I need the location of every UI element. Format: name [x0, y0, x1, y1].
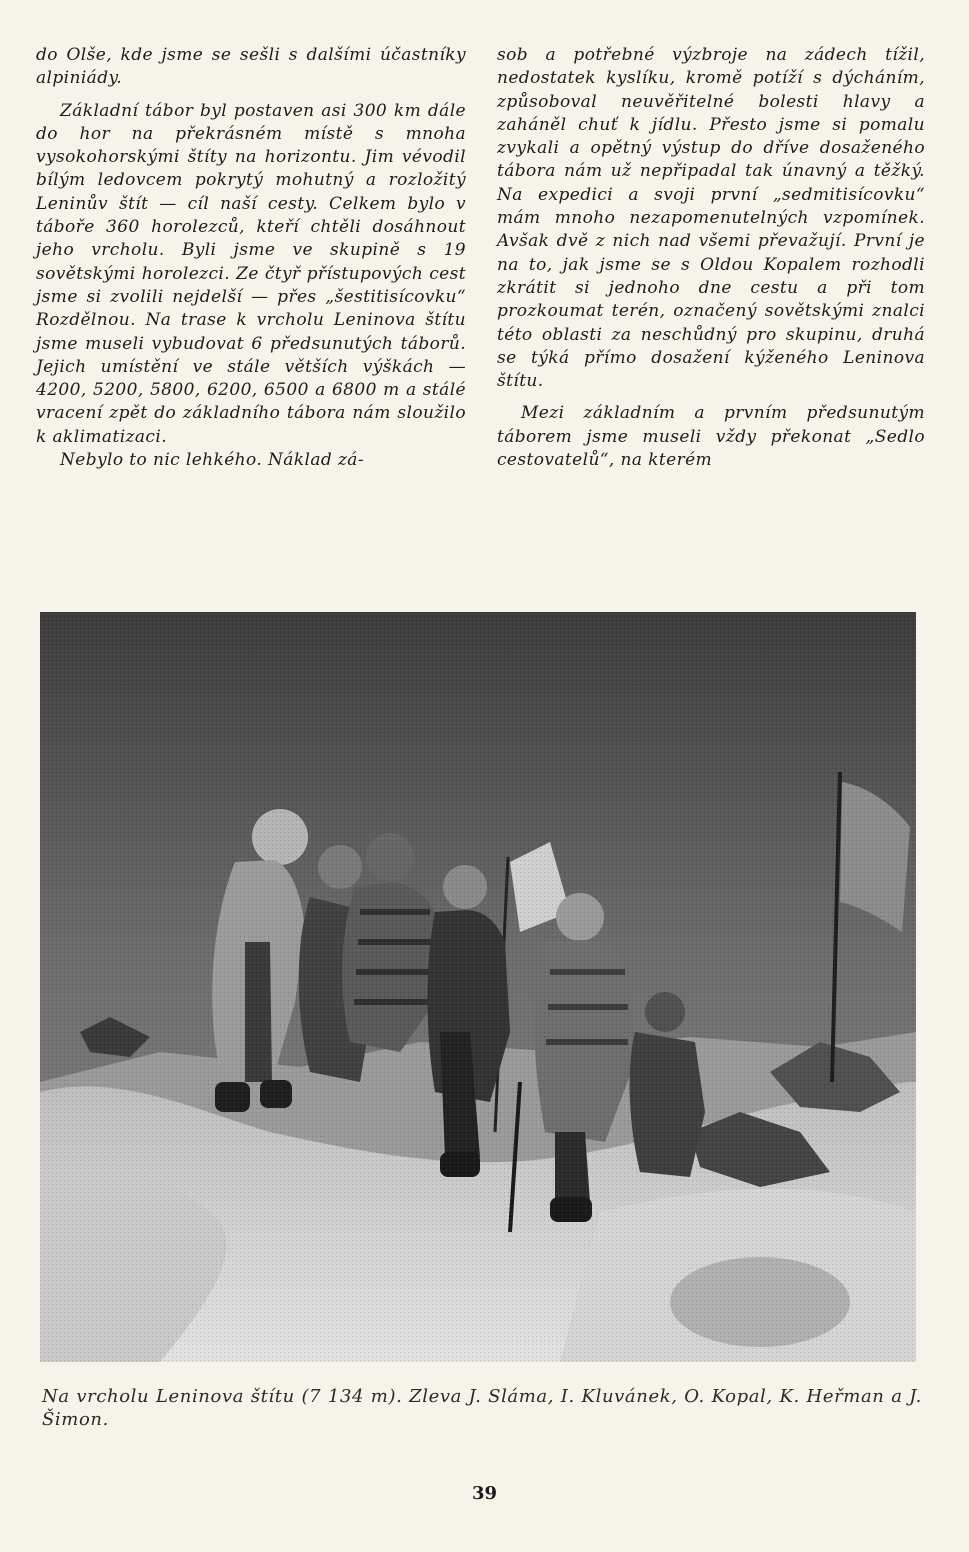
text-column-right	[497, 44, 925, 472]
paragraph: Mezi základním a prvním předsunutým táborem jsme museli vždy překonat „Sedlo cestovatelů“, na kterém	[497, 403, 925, 471]
paragraph: sob a potřebné výzbroje na zádech tížil, nedostatek kyslíku, kromě potíží s dýcháním, způsoboval neuvěřitelné bolesti hlavy a zaháněl chuť k jídlu. Přesto jsme si pomalu zvykali a opětný výstup do dříve dosaženého tábora nám už nepřipadal tak únavný a těžký. Na expedici a svoji první „sedmitisícovku“ mám mnoho nezapomenutelných vzpomínek. Avšak dvě z nich nad všemi převažují. První je na to, jak jsme se s Oldou Kopalem rozhodli zkrátit si jednoho dne cestu a při tom prozkoumat terén, označený sovětskými znalci této oblasti za neschůdný pro skupinu, druhá se týká přímo dosažení kýženého Leninova štítu.	[497, 45, 925, 392]
paragraph: do Olše, kde jsme se sešli s dalšími účastníky alpiniády.	[36, 45, 466, 89]
summit-photo	[40, 612, 916, 1362]
paragraph: Základní tábor byl postaven asi 300 km dále do hor na překrásném místě s mnoha vysokohorskými štíty na horizontu. Jim vévodil bílým ledovcem pokrytý mohutný a rozložitý Leninův štít — cíl naší cesty. Celkem bylo v táboře 360 horolezců, kteří chtěli dosáhnout jeho vrcholu. Byli jsme ve skupině s 19 sovětskými horolezci. Ze čtyř přístupových cest jsme si zvolili nejdelší — přes „šestitisícovku“ Rozdělnou. Na trase k vrcholu Leninova štítu jsme museli vybudovat 6 předsunutých táborů. Jejich umístění ve stále větších výškách — 4200, 5200, 5800, 6200, 6500 a 6800 m a stálé vracení zpět do základního tábora nám sloužilo k aklimatizaci.	[36, 100, 466, 447]
paragraph: Nebylo to nic lehkého. Náklad zá-	[60, 450, 364, 471]
text-column-left	[36, 44, 466, 472]
photo-caption: Na vrcholu Leninova štítu (7 134 m). Zleva J. Sláma, I. Kluvánek, O. Kopal, K. Heřman a J. Šimon.	[42, 1386, 922, 1430]
page-number: 39	[471, 1483, 498, 1504]
